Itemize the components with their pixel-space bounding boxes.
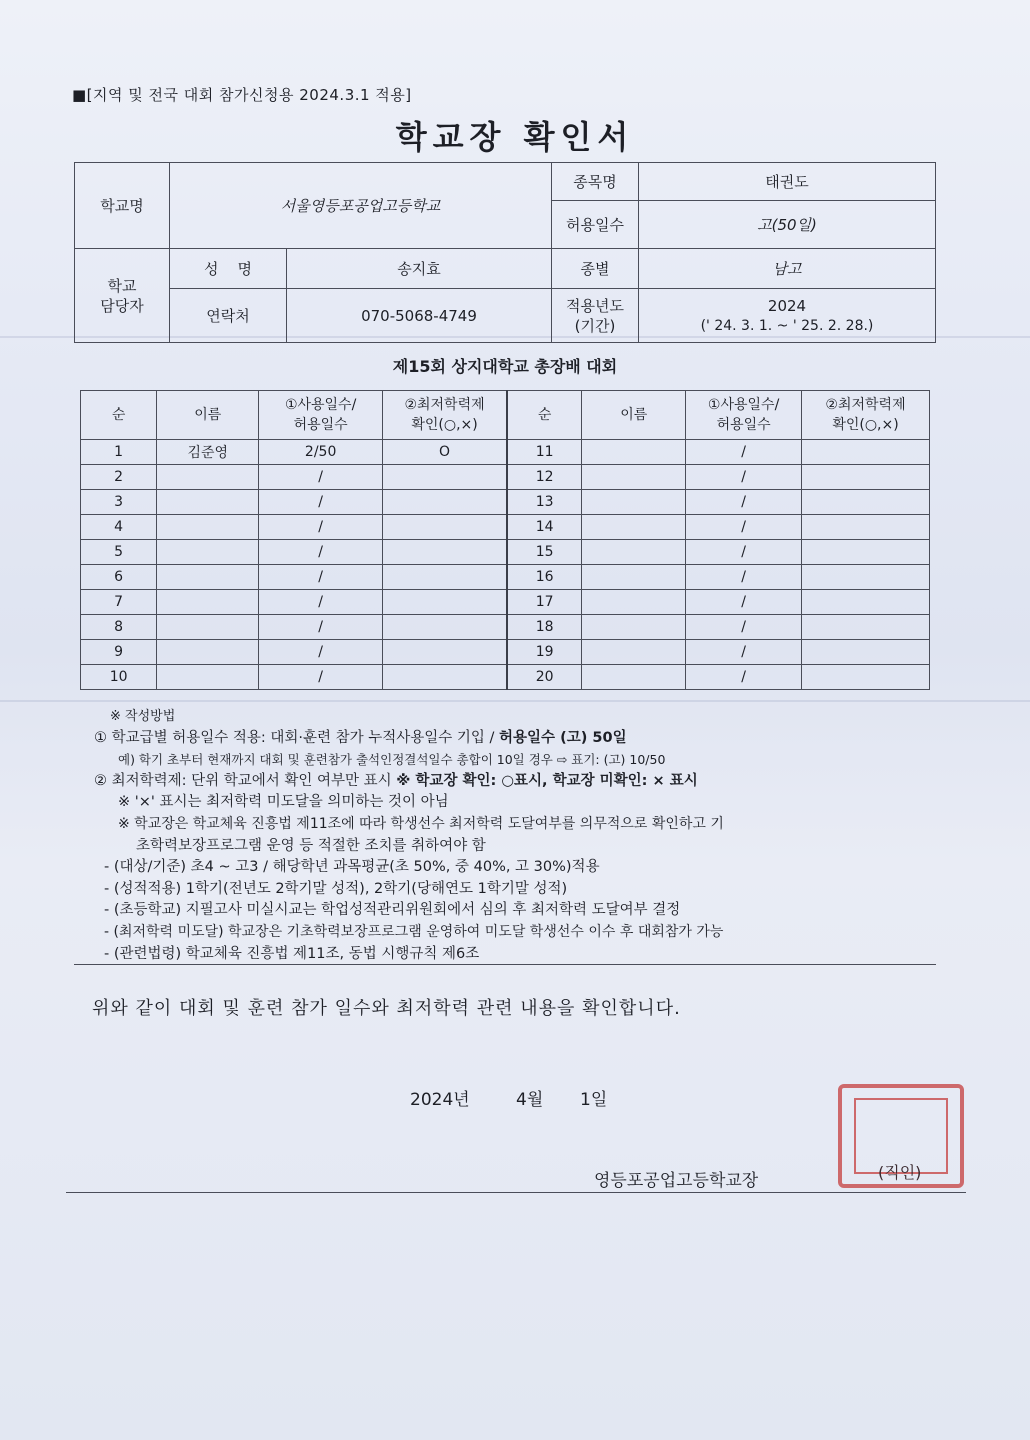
event-title: 제15회 상지대학교 총장배 대회 (392, 357, 618, 376)
row-no: 1 (81, 440, 157, 465)
instruction-detail: - (초등학교) 지필고사 미실시교는 학업성적관리위원회에서 심의 후 최저학력 도달여부 결정 (104, 902, 681, 919)
table-row (81, 540, 930, 565)
row-name: 김준영 (157, 440, 259, 465)
row-name (157, 640, 259, 665)
row-check (802, 440, 930, 465)
table-row (81, 615, 930, 640)
row-no: 3 (81, 490, 157, 515)
row-days: 2/50 (259, 440, 383, 465)
row-name (157, 465, 259, 490)
school-name-label: 학교명 (75, 163, 170, 249)
row-name (582, 665, 686, 690)
row-name (582, 465, 686, 490)
row-check (802, 615, 930, 640)
row-check (383, 540, 507, 565)
row-days: / (259, 640, 383, 665)
row-check (383, 490, 507, 515)
row-days: / (686, 590, 802, 615)
row-days: / (686, 515, 802, 540)
row-name (582, 490, 686, 515)
table-row (81, 465, 930, 490)
row-name (582, 565, 686, 590)
row-no: 16 (507, 565, 582, 590)
sport-label: 종목명 (552, 163, 639, 201)
row-no: 8 (81, 615, 157, 640)
row-no: 4 (81, 515, 157, 540)
row-no: 14 (507, 515, 582, 540)
row-check (802, 590, 930, 615)
row-name (157, 490, 259, 515)
principal-name: 영등포공업고등학교장 (594, 1171, 759, 1191)
table-row (81, 490, 930, 515)
date-year: 2024년 (410, 1090, 470, 1110)
row-days: / (259, 615, 383, 640)
table-row (81, 515, 930, 540)
row-days: / (259, 665, 383, 690)
header-days: ①사용일수/ 허용일수 (259, 391, 383, 440)
row-days: / (686, 615, 802, 640)
row-days: / (686, 490, 802, 515)
school-name-value: 서울영등포공업고등학교 (170, 163, 552, 249)
header-no: 순 (81, 391, 157, 440)
header-name: 이름 (582, 391, 686, 440)
form-usage-note: ■[지역 및 전국 대회 참가신청용 2024.3.1 적용] (72, 86, 412, 104)
row-no: 17 (507, 590, 582, 615)
row-check (802, 465, 930, 490)
row-name (157, 540, 259, 565)
category-label: 종별 (552, 249, 639, 289)
row-no: 13 (507, 490, 582, 515)
date-day: 1일 (580, 1090, 608, 1110)
instruction-2 (94, 771, 944, 793)
instruction-2-sub2a: ※ 학교장은 학교체육 진흥법 제11조에 따라 학생선수 최저학력 도달여부를 의무적으로 확인하고 기 (118, 815, 724, 832)
row-no: 7 (81, 590, 157, 615)
header-name: 이름 (157, 391, 259, 440)
row-no: 6 (81, 565, 157, 590)
allowed-days-value: 고(50일) (639, 201, 936, 249)
row-name (157, 565, 259, 590)
confirmation-statement: 위와 같이 대회 및 훈련 참가 일수와 최저학력 관련 내용을 확인합니다. (92, 998, 681, 1019)
row-days: / (259, 540, 383, 565)
row-days: / (259, 565, 383, 590)
instruction-1-bold: 허용일수 (고) 50일 (499, 729, 627, 746)
row-check (383, 640, 507, 665)
row-no: 20 (507, 665, 582, 690)
table-row (81, 665, 930, 690)
table-row (81, 440, 930, 465)
document-title: 학교장 확인서 (395, 118, 635, 156)
row-check (802, 540, 930, 565)
header-check: ②최저학력제 확인(○,×) (802, 391, 930, 440)
instruction-2-sub2b: 초학력보장프로그램 운영 등 적절한 조치를 취하여야 함 (136, 837, 486, 854)
row-check (383, 590, 507, 615)
row-check (802, 665, 930, 690)
row-name (157, 615, 259, 640)
name-value: 송지효 (287, 249, 552, 289)
row-no: 15 (507, 540, 582, 565)
header-no: 순 (507, 391, 582, 440)
row-name (157, 665, 259, 690)
row-no: 11 (507, 440, 582, 465)
row-check (802, 490, 930, 515)
row-name (582, 640, 686, 665)
row-name (582, 615, 686, 640)
row-days: / (259, 490, 383, 515)
table-row (81, 565, 930, 590)
row-check (383, 615, 507, 640)
row-name (157, 515, 259, 540)
row-days: / (259, 465, 383, 490)
row-no: 2 (81, 465, 157, 490)
row-days: / (686, 665, 802, 690)
row-check (802, 515, 930, 540)
instruction-2-sub1: ※ '×' 표시는 최저학력 미도달을 의미하는 것이 아님 (118, 794, 449, 811)
instruction-detail: - (대상/기준) 초4 ~ 고3 / 해당학년 과목평균(초 50%, 중 40%, 고 30%)적용 (104, 859, 600, 876)
row-check (383, 465, 507, 490)
row-check: O (383, 440, 507, 465)
instruction-1 (94, 728, 944, 750)
row-no: 12 (507, 465, 582, 490)
row-name (582, 515, 686, 540)
phone-value: 070-5068-4749 (287, 289, 552, 343)
date-month: 4월 (516, 1090, 544, 1110)
row-days: / (686, 440, 802, 465)
row-no: 18 (507, 615, 582, 640)
row-days: / (686, 465, 802, 490)
row-days: / (259, 590, 383, 615)
fold-crease (0, 700, 1030, 702)
row-days: / (259, 515, 383, 540)
instruction-detail: - (성적적용) 1학기(전년도 2학기말 성적), 2학기(당해연도 1학기말 성적) (104, 880, 568, 897)
header-check: ②최저학력제 확인(○,×) (383, 391, 507, 440)
row-name (582, 440, 686, 465)
row-days: / (686, 565, 802, 590)
header-days: ①사용일수/ 허용일수 (686, 391, 802, 440)
row-name (582, 540, 686, 565)
instructions (94, 706, 944, 965)
table-row (81, 640, 930, 665)
instruction-detail: - (관련법령) 학교체육 진흥법 제11조, 동법 시행규칙 제6조 (104, 945, 480, 962)
row-check (802, 565, 930, 590)
row-days: / (686, 640, 802, 665)
row-name (582, 590, 686, 615)
row-no: 10 (81, 665, 157, 690)
row-check (802, 640, 930, 665)
instruction-2-bold: ※ 학교장 확인: ○표시, 학교장 미확인: × 표시 (396, 772, 698, 789)
row-check (383, 665, 507, 690)
year-value: 2024 (767, 296, 807, 315)
year-cell (639, 289, 936, 343)
allowed-days-label: 허용일수 (552, 201, 639, 249)
row-name (157, 590, 259, 615)
row-check (383, 565, 507, 590)
row-days: / (686, 540, 802, 565)
seal-mark: (직인) (878, 1163, 922, 1182)
phone-label: 연락처 (170, 289, 287, 343)
instruction-detail: - (최저학력 미도달) 학교장은 기초학력보장프로그램 운영하여 미도달 학생선수 이수 후 대회참가 가능 (104, 923, 724, 940)
table-row (81, 590, 930, 615)
instructions-heading: ※ 작성방법 (110, 709, 176, 724)
instruction-2-text: ② 최저학력제: 단위 학교에서 확인 여부만 표시 (94, 772, 397, 789)
roster-table (80, 390, 930, 690)
divider (74, 964, 936, 965)
row-no: 5 (81, 540, 157, 565)
contact-person-label: 학교 담당자 (75, 249, 170, 343)
row-check (383, 515, 507, 540)
info-table (74, 162, 936, 343)
instruction-1-example: 예) 학기 초부터 현재까지 대회 및 훈련참가 출석인정결석일수 총합이 10일 경우 ⇨ 표기: (고) 10/50 (118, 752, 666, 768)
name-label: 성 명 (170, 249, 287, 289)
instruction-1-text: ① 학교급별 허용일수 적용: 대회·훈련 참가 누적사용일수 기입 / (94, 729, 500, 746)
row-no: 9 (81, 640, 157, 665)
bottom-divider (66, 1192, 966, 1193)
category-value: 남고 (639, 249, 936, 289)
row-no: 19 (507, 640, 582, 665)
year-label: 적용년도 (기간) (552, 289, 639, 343)
period-value: (' 24. 3. 1. ~ ' 25. 2. 28.) (700, 317, 874, 334)
sport-value: 태권도 (639, 163, 936, 201)
